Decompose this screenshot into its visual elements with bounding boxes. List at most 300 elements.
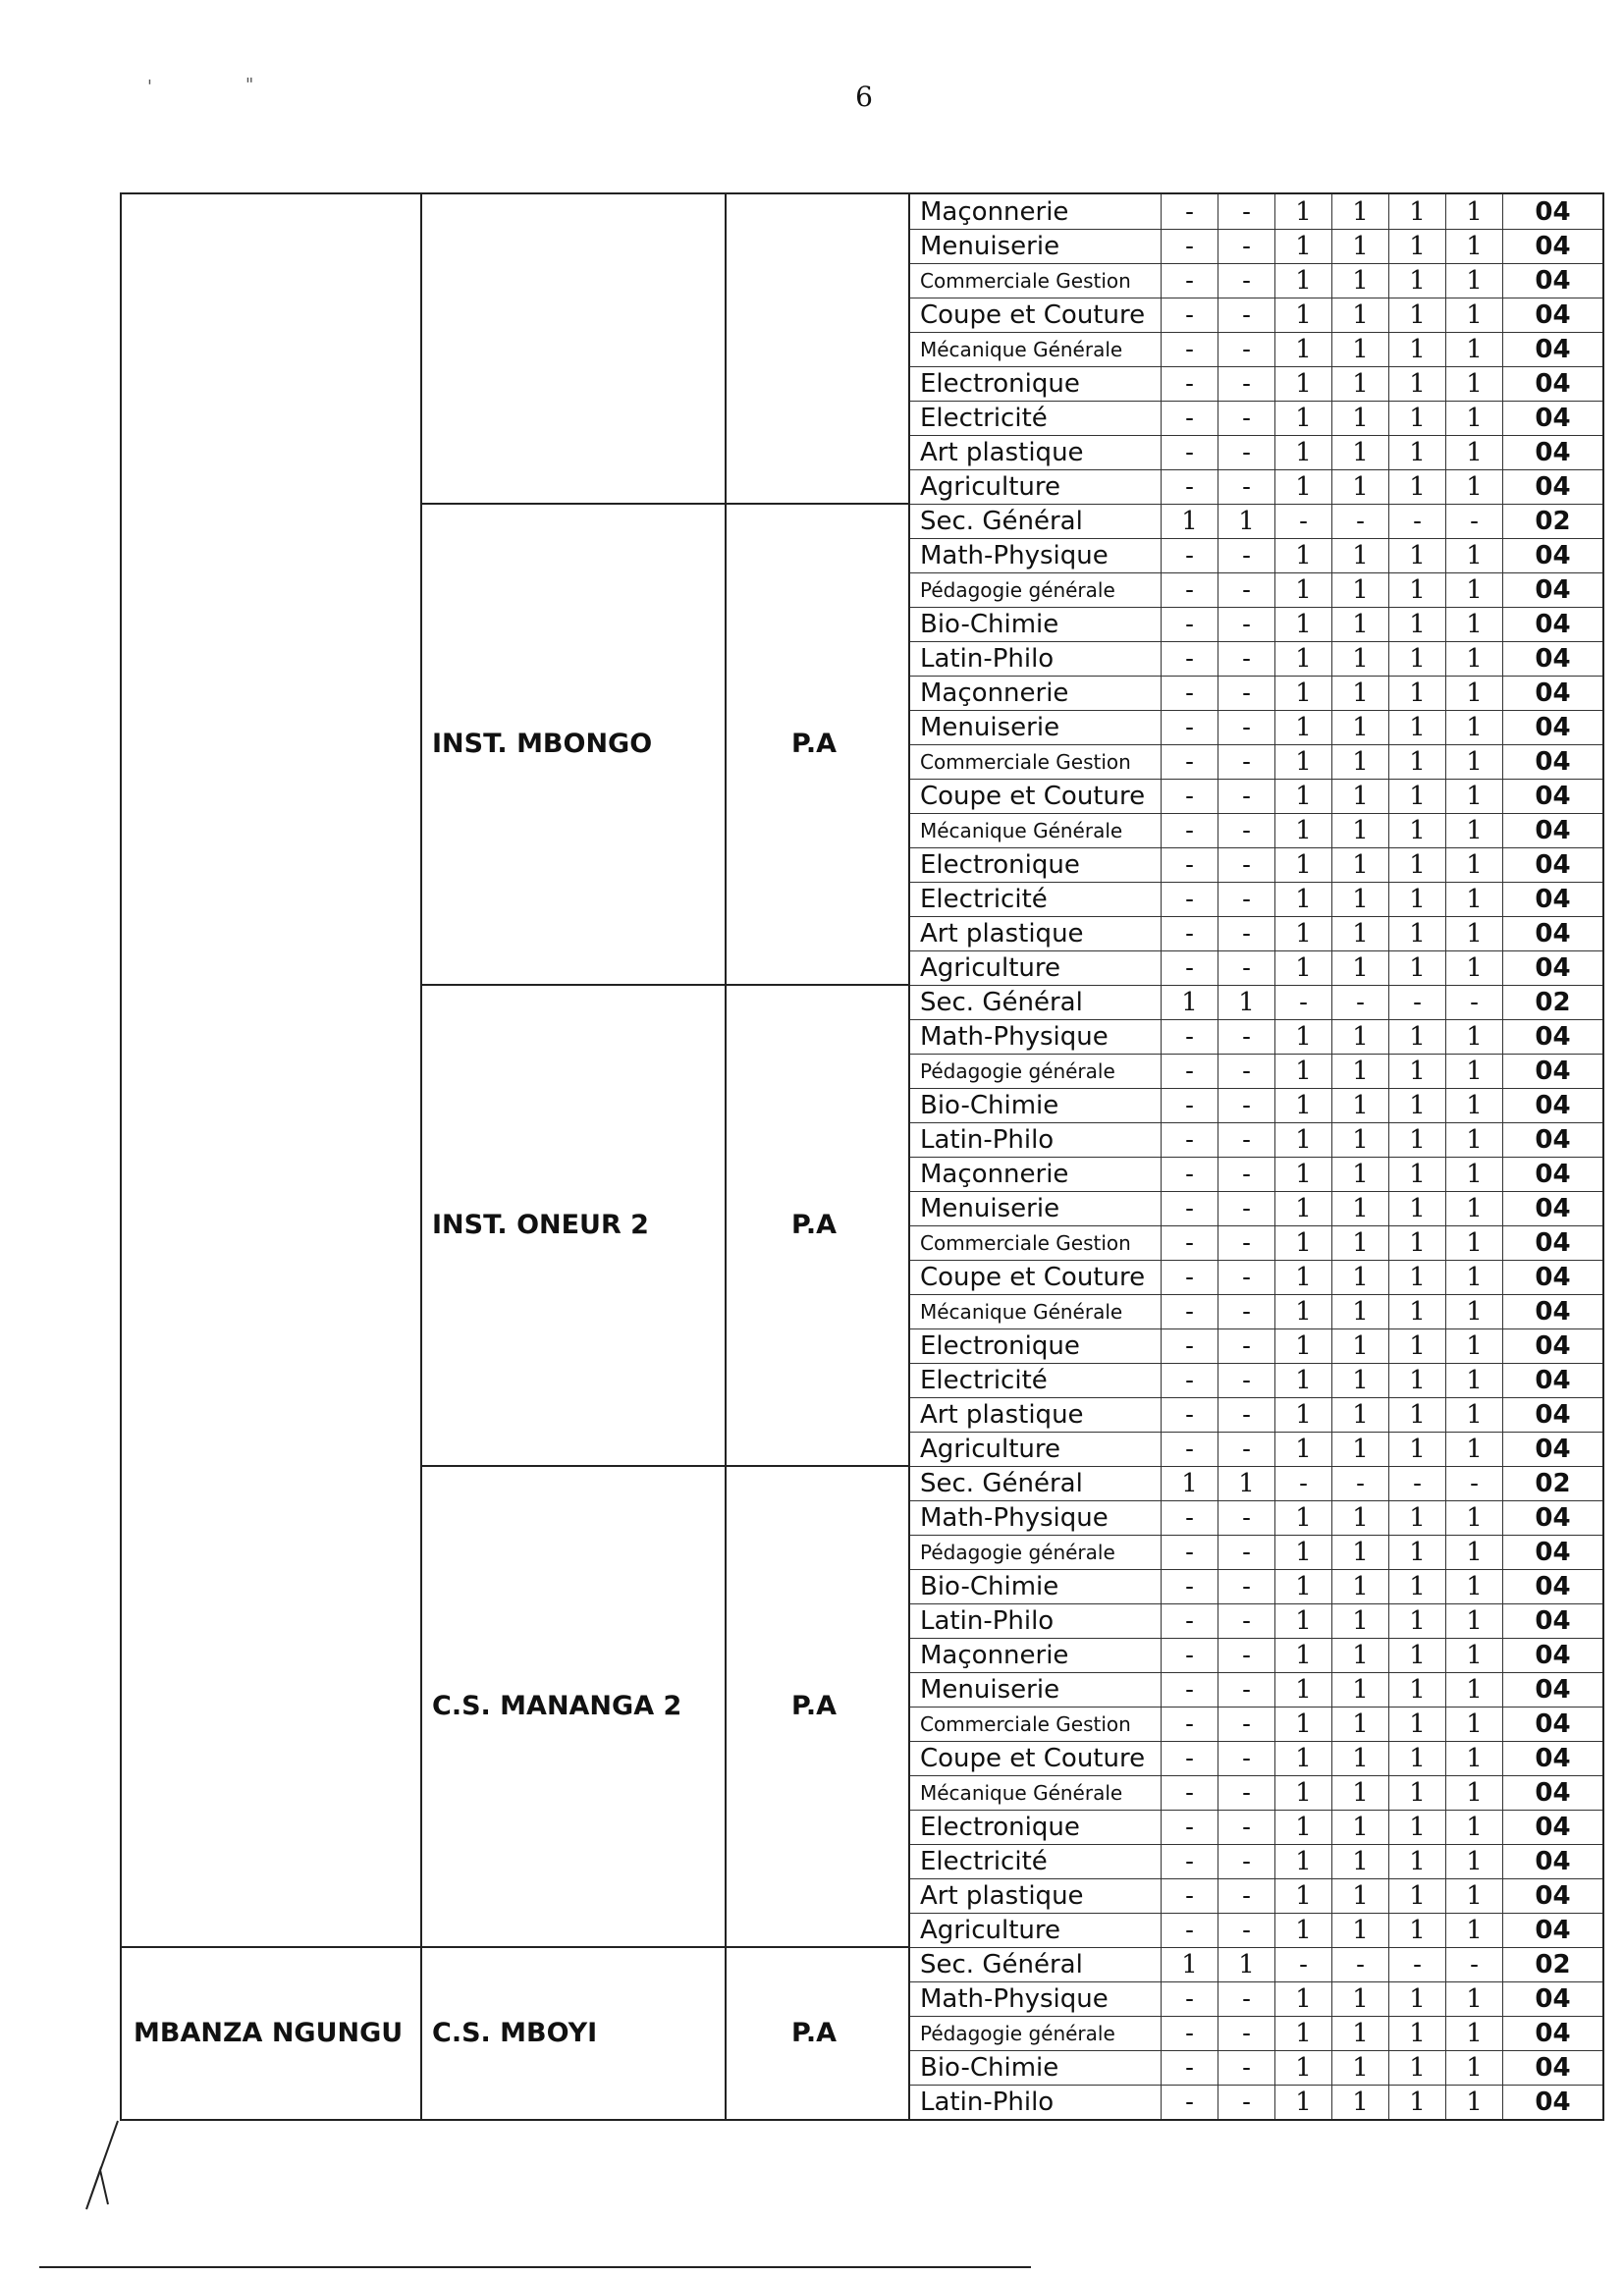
count-cell: - (1218, 1913, 1275, 1947)
count-cell: - (1162, 1603, 1218, 1638)
count-cell: 1 (1389, 744, 1446, 779)
subject-cell: Mécanique Générale (908, 332, 1162, 366)
count-cell: 1 (1332, 194, 1389, 229)
table-row (908, 1088, 1602, 1123)
total-cell: 04 (1535, 1743, 1571, 1773)
total-cell: 04 (1535, 1915, 1571, 1945)
table-row (908, 744, 1602, 780)
count-cell: 1 (1446, 1191, 1503, 1225)
total-cell: 04 (1535, 1846, 1571, 1876)
count-cell: 1 (1275, 676, 1332, 710)
count-cell: 1 (1275, 1878, 1332, 1913)
count-cell: 1 (1446, 572, 1503, 607)
count-cell: - (1162, 1775, 1218, 1810)
count-cell: 1 (1446, 1569, 1503, 1603)
count-cell: 1 (1389, 2016, 1446, 2050)
subject-cell: Art plastique (908, 916, 1162, 950)
count-cell: 1 (1389, 1088, 1446, 1122)
count-cell: 1 (1162, 1466, 1218, 1500)
count-cell: 1 (1389, 435, 1446, 469)
count-cell: 1 (1446, 469, 1503, 504)
count-cell: 1 (1332, 916, 1389, 950)
count-cell: - (1446, 1947, 1503, 1981)
subject-cell: Math-Physique (908, 1981, 1162, 2016)
count-cell: 1 (1332, 298, 1389, 332)
count-cell: 1 (1389, 1672, 1446, 1707)
count-cell: - (1162, 469, 1218, 504)
count-cell: 1 (1332, 641, 1389, 676)
count-cell: 1 (1446, 950, 1503, 985)
table-row (908, 504, 1602, 539)
count-cell: - (1218, 1328, 1275, 1363)
count-cell: - (1218, 538, 1275, 572)
column-divider (725, 192, 727, 2121)
table-row (908, 950, 1602, 986)
total-cell: 04 (1535, 368, 1571, 399)
count-cell: 1 (1275, 1363, 1332, 1397)
total-cell: 04 (1535, 712, 1571, 742)
count-cell: 1 (1275, 916, 1332, 950)
count-cell: - (1162, 1363, 1218, 1397)
column-divider (120, 192, 122, 2121)
table-row (908, 194, 1602, 230)
total-cell: 04 (1535, 746, 1571, 777)
subject-cell: Mécanique Générale (908, 1294, 1162, 1328)
count-cell: 1 (1446, 2050, 1503, 2085)
count-cell: 1 (1446, 607, 1503, 641)
count-cell: - (1162, 1844, 1218, 1878)
count-cell: 1 (1332, 1122, 1389, 1157)
table-row (908, 1328, 1602, 1364)
count-cell: 1 (1275, 779, 1332, 813)
total-cell: 04 (1535, 781, 1571, 811)
column-divider (1602, 192, 1604, 2121)
group-divider (420, 984, 908, 986)
subject-cell: Maçonnerie (908, 1638, 1162, 1672)
total-cell: 02 (1535, 506, 1571, 536)
table-row (908, 985, 1602, 1020)
count-cell: - (1218, 263, 1275, 298)
count-cell: 1 (1446, 1157, 1503, 1191)
table-row (908, 1844, 1602, 1879)
count-cell: 1 (1389, 1225, 1446, 1260)
count-cell: 1 (1332, 435, 1389, 469)
count-cell: 1 (1332, 1500, 1389, 1535)
subject-cell: Art plastique (908, 435, 1162, 469)
table-row (908, 1363, 1602, 1398)
bottom-rule (39, 2266, 1031, 2268)
subject-cell: Coupe et Couture (908, 1260, 1162, 1294)
count-cell: - (1162, 1054, 1218, 1088)
count-cell: - (1218, 779, 1275, 813)
table-row (908, 1981, 1602, 2017)
total-cell: 04 (1535, 196, 1571, 227)
subject-cell: Agriculture (908, 1913, 1162, 1947)
count-cell: 1 (1275, 1088, 1332, 1122)
count-cell: - (1332, 985, 1389, 1019)
count-cell: 1 (1275, 1500, 1332, 1535)
count-cell: 1 (1275, 2016, 1332, 2050)
subject-cell: Menuiserie (908, 1672, 1162, 1707)
subject-cell: Commerciale Gestion (908, 263, 1162, 298)
count-cell: 1 (1332, 1019, 1389, 1054)
subject-cell: Menuiserie (908, 229, 1162, 263)
table-row (908, 1122, 1602, 1158)
count-cell: - (1275, 1466, 1332, 1500)
count-cell: - (1218, 676, 1275, 710)
count-cell: - (1162, 1672, 1218, 1707)
total-cell: 04 (1535, 540, 1571, 570)
count-cell: 1 (1389, 1260, 1446, 1294)
count-cell: - (1218, 2016, 1275, 2050)
total-cell: 04 (1535, 1777, 1571, 1808)
count-cell: - (1162, 2085, 1218, 2119)
subject-cell: Coupe et Couture (908, 1741, 1162, 1775)
count-cell: - (1218, 1260, 1275, 1294)
subject-cell: Sec. Général (908, 1947, 1162, 1981)
school-name: C.S. MANANGA 2 (432, 1691, 682, 1721)
table-row (908, 2016, 1602, 2051)
count-cell: 1 (1446, 2085, 1503, 2119)
count-cell: 1 (1446, 2016, 1503, 2050)
count-cell: 1 (1332, 401, 1389, 435)
table-row (908, 1913, 1602, 1948)
count-cell: - (1162, 779, 1218, 813)
count-cell: - (1162, 538, 1218, 572)
count-cell: - (1446, 985, 1503, 1019)
total-cell: 04 (1535, 1571, 1571, 1601)
count-cell: 1 (1446, 1328, 1503, 1363)
total-cell: 04 (1535, 1605, 1571, 1636)
count-cell: - (1218, 744, 1275, 779)
subject-cell: Pédagogie générale (908, 1535, 1162, 1569)
count-cell: 1 (1446, 710, 1503, 744)
count-cell: 1 (1446, 1707, 1503, 1741)
count-cell: - (1218, 1981, 1275, 2016)
count-cell: - (1162, 1810, 1218, 1844)
count-cell: 1 (1332, 1707, 1389, 1741)
count-cell: 1 (1446, 847, 1503, 882)
table-row (908, 2050, 1602, 2086)
table-row (908, 1157, 1602, 1192)
subject-cell: Electronique (908, 1810, 1162, 1844)
count-cell: - (1389, 985, 1446, 1019)
count-cell: 1 (1446, 401, 1503, 435)
table-row (908, 916, 1602, 951)
count-cell: 1 (1446, 366, 1503, 401)
total-cell: 04 (1535, 815, 1571, 845)
count-cell: 1 (1275, 1844, 1332, 1878)
count-cell: - (1162, 1328, 1218, 1363)
count-cell: 1 (1446, 229, 1503, 263)
total-cell: 04 (1535, 471, 1571, 502)
count-cell: 1 (1389, 538, 1446, 572)
count-cell: - (1275, 1947, 1332, 1981)
count-cell: 1 (1275, 1741, 1332, 1775)
count-cell: - (1162, 263, 1218, 298)
subject-cell: Menuiserie (908, 1191, 1162, 1225)
count-cell: 1 (1389, 1397, 1446, 1432)
count-cell: 1 (1275, 1535, 1332, 1569)
count-cell: - (1218, 2085, 1275, 2119)
count-cell: 1 (1389, 607, 1446, 641)
count-cell: - (1218, 1432, 1275, 1466)
count-cell: 1 (1332, 366, 1389, 401)
count-cell: - (1218, 366, 1275, 401)
count-cell: 1 (1275, 194, 1332, 229)
subject-cell: Art plastique (908, 1397, 1162, 1432)
group-divider (420, 1465, 908, 1467)
count-cell: 1 (1446, 1500, 1503, 1535)
subject-cell: Math-Physique (908, 1019, 1162, 1054)
total-cell: 04 (1535, 678, 1571, 708)
count-cell: 1 (1389, 882, 1446, 916)
count-cell: 1 (1446, 813, 1503, 847)
table-row (908, 298, 1602, 333)
count-cell: 1 (1446, 1054, 1503, 1088)
count-cell: 1 (1389, 572, 1446, 607)
province-name: MBANZA NGUNGU (134, 2017, 404, 2048)
count-cell: 1 (1275, 1603, 1332, 1638)
count-cell: 1 (1446, 1535, 1503, 1569)
count-cell: - (1389, 1947, 1446, 1981)
scan-speck: " (245, 75, 254, 95)
count-cell: 1 (1332, 2050, 1389, 2085)
subject-cell: Maçonnerie (908, 676, 1162, 710)
count-cell: 1 (1275, 1054, 1332, 1088)
count-cell: 1 (1389, 1707, 1446, 1741)
count-cell: 1 (1332, 1535, 1389, 1569)
table-row (908, 332, 1602, 367)
count-cell: 1 (1275, 332, 1332, 366)
table-row (908, 1191, 1602, 1226)
school-name: C.S. MBOYI (432, 2017, 598, 2048)
table-row (908, 676, 1602, 711)
count-cell: 1 (1275, 435, 1332, 469)
total-cell: 04 (1535, 265, 1571, 296)
table-row (908, 1638, 1602, 1673)
subject-cell: Sec. Général (908, 504, 1162, 538)
total-cell: 04 (1535, 1983, 1571, 2014)
count-cell: 1 (1389, 401, 1446, 435)
count-cell: - (1162, 2050, 1218, 2085)
count-cell: 1 (1446, 1775, 1503, 1810)
count-cell: - (1162, 1707, 1218, 1741)
count-cell: - (1162, 401, 1218, 435)
count-cell: - (1218, 1878, 1275, 1913)
total-cell: 04 (1535, 918, 1571, 949)
table-row (908, 1432, 1602, 1467)
count-cell: 1 (1389, 332, 1446, 366)
count-cell: 1 (1332, 676, 1389, 710)
count-cell: 1 (1446, 263, 1503, 298)
subject-cell: Bio-Chimie (908, 1569, 1162, 1603)
total-cell: 04 (1535, 437, 1571, 467)
subject-cell: Electricité (908, 1363, 1162, 1397)
count-cell: 1 (1275, 572, 1332, 607)
total-cell: 04 (1535, 1262, 1571, 1292)
count-cell: - (1162, 1535, 1218, 1569)
count-cell: 1 (1332, 1397, 1389, 1432)
count-cell: 1 (1332, 1878, 1389, 1913)
count-cell: 1 (1275, 1294, 1332, 1328)
subject-cell: Sec. Général (908, 1466, 1162, 1500)
count-cell: 1 (1332, 813, 1389, 847)
count-cell: 1 (1446, 744, 1503, 779)
total-cell: 04 (1535, 884, 1571, 914)
province-divider (120, 1946, 420, 1948)
count-cell: 1 (1332, 1225, 1389, 1260)
subject-cell: Art plastique (908, 1878, 1162, 1913)
column-divider (908, 192, 910, 2121)
count-cell: - (1446, 1466, 1503, 1500)
table-row (908, 263, 1602, 298)
count-cell: 1 (1389, 1363, 1446, 1397)
total-cell: 04 (1535, 1399, 1571, 1430)
count-cell: 1 (1332, 1775, 1389, 1810)
table-row (908, 1225, 1602, 1261)
count-cell: 1 (1218, 1466, 1275, 1500)
subject-cell: Bio-Chimie (908, 2050, 1162, 2085)
count-cell: 1 (1446, 1225, 1503, 1260)
count-cell: 1 (1389, 1844, 1446, 1878)
count-cell: - (1218, 435, 1275, 469)
total-cell: 04 (1535, 609, 1571, 639)
count-cell: - (1162, 572, 1218, 607)
count-cell: 1 (1446, 916, 1503, 950)
count-cell: 1 (1275, 366, 1332, 401)
count-cell: - (1218, 813, 1275, 847)
count-cell: - (1218, 1603, 1275, 1638)
count-cell: - (1162, 1500, 1218, 1535)
subject-cell: Menuiserie (908, 710, 1162, 744)
count-cell: 1 (1275, 1810, 1332, 1844)
count-cell: 1 (1275, 1913, 1332, 1947)
count-cell: 1 (1275, 538, 1332, 572)
count-cell: 1 (1275, 2085, 1332, 2119)
count-cell: - (1218, 916, 1275, 950)
school-name: INST. MBONGO (432, 729, 653, 759)
table-row (908, 1741, 1602, 1776)
total-cell: 04 (1535, 1365, 1571, 1395)
count-cell: - (1162, 2016, 1218, 2050)
count-cell: - (1218, 1157, 1275, 1191)
count-cell: - (1218, 1294, 1275, 1328)
count-cell: - (1162, 1088, 1218, 1122)
count-cell: 1 (1389, 298, 1446, 332)
count-cell: 1 (1389, 1741, 1446, 1775)
count-cell: 1 (1275, 710, 1332, 744)
count-cell: - (1218, 1569, 1275, 1603)
count-cell: - (1162, 1019, 1218, 1054)
count-cell: - (1218, 1088, 1275, 1122)
count-cell: 1 (1275, 1019, 1332, 1054)
subject-cell: Bio-Chimie (908, 1088, 1162, 1122)
count-cell: - (1446, 504, 1503, 538)
count-cell: - (1218, 1019, 1275, 1054)
subject-cell: Commerciale Gestion (908, 744, 1162, 779)
count-cell: 1 (1332, 1672, 1389, 1707)
count-cell: - (1162, 676, 1218, 710)
count-cell: 1 (1389, 813, 1446, 847)
total-cell: 04 (1535, 1330, 1571, 1361)
count-cell: 1 (1332, 1054, 1389, 1088)
count-cell: 1 (1275, 1432, 1332, 1466)
count-cell: 1 (1389, 779, 1446, 813)
subject-cell: Electricité (908, 401, 1162, 435)
count-cell: 1 (1389, 1535, 1446, 1569)
count-cell: 1 (1446, 298, 1503, 332)
count-cell: 1 (1389, 1432, 1446, 1466)
count-cell: 1 (1389, 1122, 1446, 1157)
total-cell: 04 (1535, 403, 1571, 433)
count-cell: 1 (1446, 1672, 1503, 1707)
total-cell: 04 (1535, 952, 1571, 983)
subject-cell: Agriculture (908, 1432, 1162, 1466)
count-cell: 1 (1332, 1844, 1389, 1878)
count-cell: 1 (1389, 194, 1446, 229)
count-cell: 1 (1389, 263, 1446, 298)
count-cell: 1 (1389, 2050, 1446, 2085)
subject-cell: Coupe et Couture (908, 779, 1162, 813)
count-cell: - (1162, 1157, 1218, 1191)
count-cell: - (1218, 1397, 1275, 1432)
count-cell: 1 (1446, 332, 1503, 366)
table-row (908, 847, 1602, 883)
count-cell: 1 (1275, 1260, 1332, 1294)
count-cell: 1 (1389, 916, 1446, 950)
count-cell: 1 (1389, 641, 1446, 676)
count-cell: - (1218, 882, 1275, 916)
count-cell: - (1218, 1707, 1275, 1741)
count-cell: 1 (1446, 1603, 1503, 1638)
total-cell: 04 (1535, 643, 1571, 674)
count-cell: - (1332, 1947, 1389, 1981)
count-cell: - (1218, 1672, 1275, 1707)
count-cell: 1 (1446, 1878, 1503, 1913)
total-cell: 04 (1535, 574, 1571, 605)
count-cell: 1 (1446, 538, 1503, 572)
count-cell: 1 (1389, 1810, 1446, 1844)
total-cell: 04 (1535, 1674, 1571, 1705)
count-cell: 1 (1446, 1363, 1503, 1397)
count-cell: 1 (1275, 1569, 1332, 1603)
count-cell: 1 (1275, 1225, 1332, 1260)
school-type: P.A (791, 2017, 837, 2048)
count-cell: - (1218, 469, 1275, 504)
count-cell: - (1275, 985, 1332, 1019)
count-cell: - (1389, 1466, 1446, 1500)
table-row (908, 1810, 1602, 1845)
count-cell: 1 (1389, 1913, 1446, 1947)
count-cell: - (1218, 1054, 1275, 1088)
count-cell: - (1162, 1397, 1218, 1432)
count-cell: - (1218, 298, 1275, 332)
count-cell: 1 (1389, 950, 1446, 985)
total-cell: 04 (1535, 2018, 1571, 2048)
count-cell: 1 (1389, 2085, 1446, 2119)
total-cell: 04 (1535, 1537, 1571, 1567)
count-cell: - (1162, 1122, 1218, 1157)
count-cell: - (1218, 1500, 1275, 1535)
subject-cell: Agriculture (908, 950, 1162, 985)
total-cell: 04 (1535, 1434, 1571, 1464)
count-cell: - (1218, 710, 1275, 744)
count-cell: - (1162, 1741, 1218, 1775)
count-cell: 1 (1275, 882, 1332, 916)
subject-cell: Mécanique Générale (908, 1775, 1162, 1810)
count-cell: - (1162, 298, 1218, 332)
